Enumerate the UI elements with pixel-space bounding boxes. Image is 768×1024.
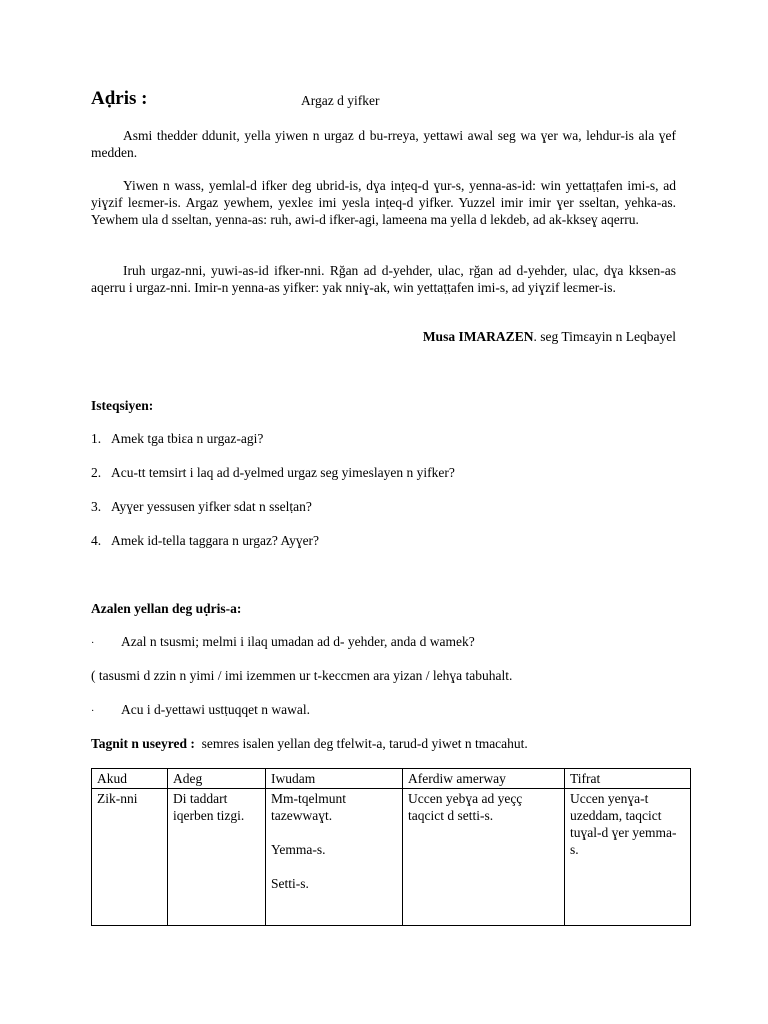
task-text: semres isalen yellan deg tfelwit-a, tarud-d yiwet n tmacahut. <box>201 736 528 751</box>
column-header: Iwudam <box>266 769 403 789</box>
value-text: Azal n tsusmi; melmi i ilaq umadan ad d- yehder, anda d wamek? <box>121 634 475 649</box>
value-item <box>91 634 475 650</box>
question-item <box>91 533 455 567</box>
table-row <box>92 789 691 926</box>
column-header: Akud <box>92 769 168 789</box>
author-source: . seg Timɛayin n Leqbayel <box>533 329 676 344</box>
character-2: Yemma-s. <box>271 842 326 857</box>
cell-akud: Zik-nni <box>92 789 168 926</box>
questions-list <box>91 431 455 567</box>
question-text: Amek id-tella taggara n urgaz? Ayɣer? <box>111 533 320 548</box>
story-paragraph-3: Iruh urgaz-nni, yuwi-as-id ifker-nni. Rğan ad d-yehder, ulac, rğan ad d-yehder, ulac, dɣa kksen-as aqerru i urgaz-nni. Imir-n yenna-as yifker: yak nniɣ-ak, win yettaṭṭafen imi-s, ad yiɣzif leɛmer-is. <box>91 263 676 295</box>
story-elements-table <box>91 768 691 926</box>
question-item <box>91 499 455 533</box>
writing-task <box>91 736 528 752</box>
value-note: ( tasusmi d zzin n yimi / imi izemmen ur t-keccmen ara yizan / lehɣa tabuhalt. <box>91 668 513 683</box>
task-label: Tagnit n useyred : <box>91 736 195 751</box>
value-text: Acu i d-yettawi ustṭuqqet n wawal. <box>121 702 310 717</box>
title-row <box>91 88 691 114</box>
bullet-icon: · <box>91 706 95 717</box>
story-paragraph-2: Yiwen n wass, yemlal-d ifker deg ubrid-is, dɣa inṭeq-d ɣur-s, yenna-as-id: win yettaṭṭafen imi-s, ad yiɣzif leɛmer-is. Argaz yewhem, yexleɛ imi yesla inṭeq-d yifker. Yuzzel imir imir ɣer sseltan, yehka-as. Yewhem ula d sseltan, yenna-as: ruh, awi-d ifker-agi, lameena ma yella d lekdeb, ad ak-kkseɣ aqerru. <box>91 178 676 227</box>
author-attribution <box>91 329 676 345</box>
character-3: Setti-s. <box>271 876 309 891</box>
table-header-row <box>92 769 691 789</box>
column-header: Aferdiw amerway <box>403 769 565 789</box>
author-name: Musa IMARAZEN <box>422 329 534 344</box>
value-item <box>91 702 310 718</box>
column-header: Tifrat <box>565 769 691 789</box>
cell-adeg: Di taddart iqerben tizgi. <box>168 789 266 926</box>
question-number: 1. <box>91 431 102 446</box>
values-heading: Azalen yellan deg uḍris-a: <box>91 601 242 616</box>
question-item <box>91 431 455 465</box>
character-1: Mm-tqelmunt tazewwaɣt. <box>271 791 346 823</box>
cell-tifrat: Uccen yenɣa-t uzeddam, taqcict tuɣal-d ɣer yemma-s. <box>565 789 691 926</box>
story-paragraph-1: Asmi thedder ddunit, yella yiwen n urgaz d bu-rreya, yettawi awal seg wa ɣer wa, lehdur-is ala ɣef medden. <box>91 128 676 160</box>
question-text: Ayɣer yessusen yifker sdat n sselṭan? <box>111 499 312 514</box>
question-number: 2. <box>91 465 102 480</box>
story-title: Argaz d yifker <box>301 93 380 108</box>
cell-iwudam <box>266 789 403 926</box>
document-title: Aḍris : <box>91 88 148 109</box>
question-text: Acu-tt temsirt i laq ad d-yelmed urgaz seg yimeslayen n yifker? <box>111 465 455 480</box>
questions-heading: Isteqsiyen: <box>91 398 154 413</box>
question-item <box>91 465 455 499</box>
column-header: Adeg <box>168 769 266 789</box>
cell-aferdiw: Uccen yebɣa ad yeçç taqcict d setti-s. <box>403 789 565 926</box>
question-text: Amek tga tbiɛa n urgaz-agi? <box>111 431 264 446</box>
question-number: 4. <box>91 533 102 548</box>
bullet-icon: · <box>91 638 95 649</box>
question-number: 3. <box>91 499 102 514</box>
